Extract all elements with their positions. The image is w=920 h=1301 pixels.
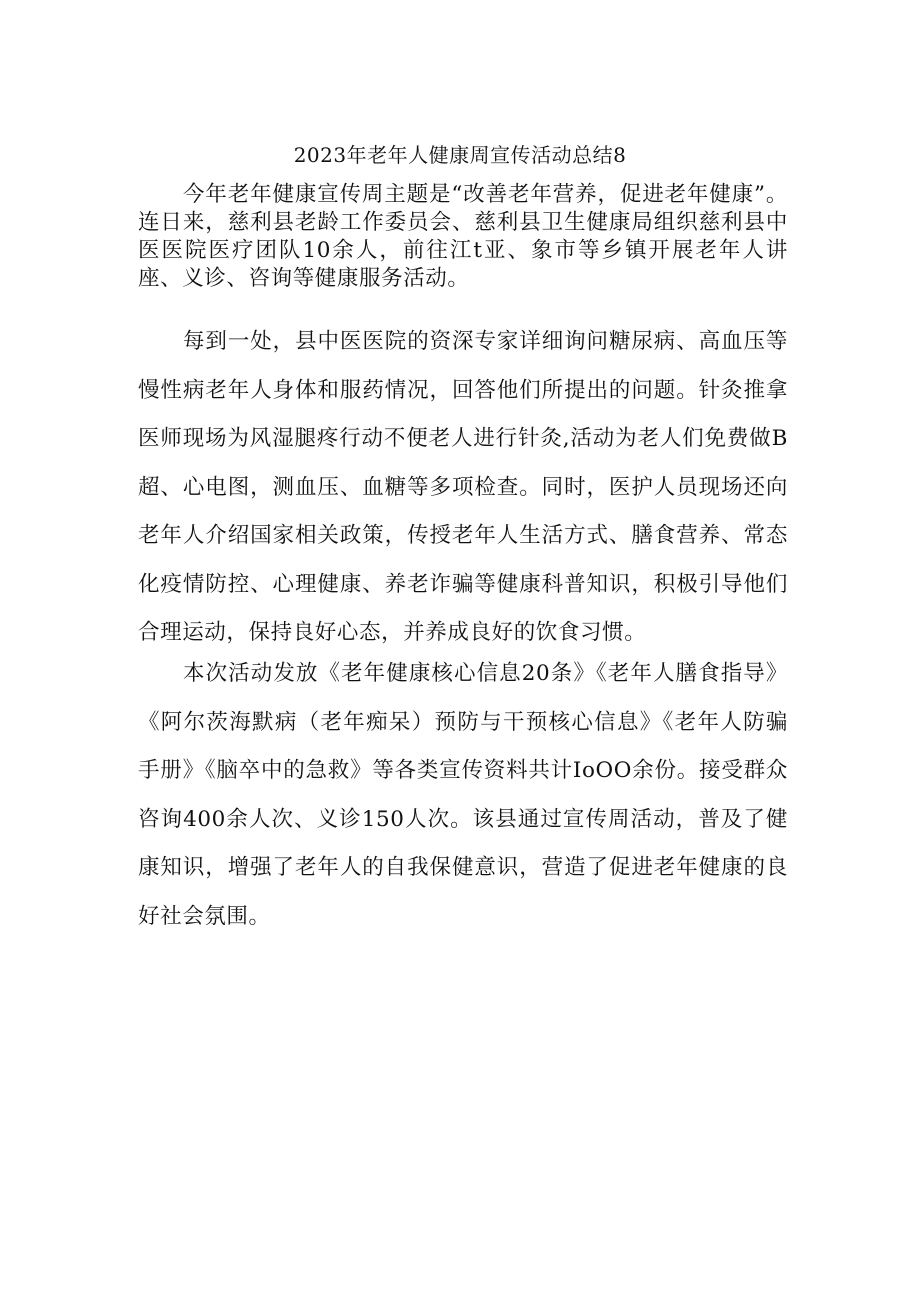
document-title: 2023年老年人健康周宣传活动总结8 <box>293 143 627 167</box>
paragraph-summary: 本次活动发放《老年健康核心信息20条》《老年人膳食指导》《阿尔茨海默病（老年痴呆）预防与干预核心信息》《老年人防骗手册》《脑卒中的急救》等各类宣传资料共计IoOO余份。接受群众咨询400余人次、义诊150人次。该县通过宣传周活动，普及了健康知识，增强了老年人的自我保健意识，营造了促进老年健康的良好社会氛围。 <box>138 661 788 929</box>
paragraph-activities: 每到一处，县中医医院的资深专家详细询问糖尿病、高血压等慢性病老年人身体和服药情况，回答他们所提出的问题。针灸推拿医师现场为风湿腿疼行动不便老人进行针灸,活动为老人们免费做B超、心电图，测血压、血糖等多项检查。同时，医护人员现场还向老年人介绍国家相关政策，传授老年人生活方式、膳食营养、常态化疫情防控、心理健康、养老诈骗等健康科普知识，积极引导他们合理运动，保持良好心态，并养成良好的饮食习惯。 <box>138 329 788 645</box>
paragraph-intro: 今年老年健康宣传周主题是“改善老年营养，促进老年健康”。连日来，慈利县老龄工作委员会、慈利县卫生健康局组织慈利县中医医院医疗团队10余人，前往江t亚、象市等乡镇开展老年人讲座、义诊、咨询等健康服务活动。 <box>138 182 788 291</box>
